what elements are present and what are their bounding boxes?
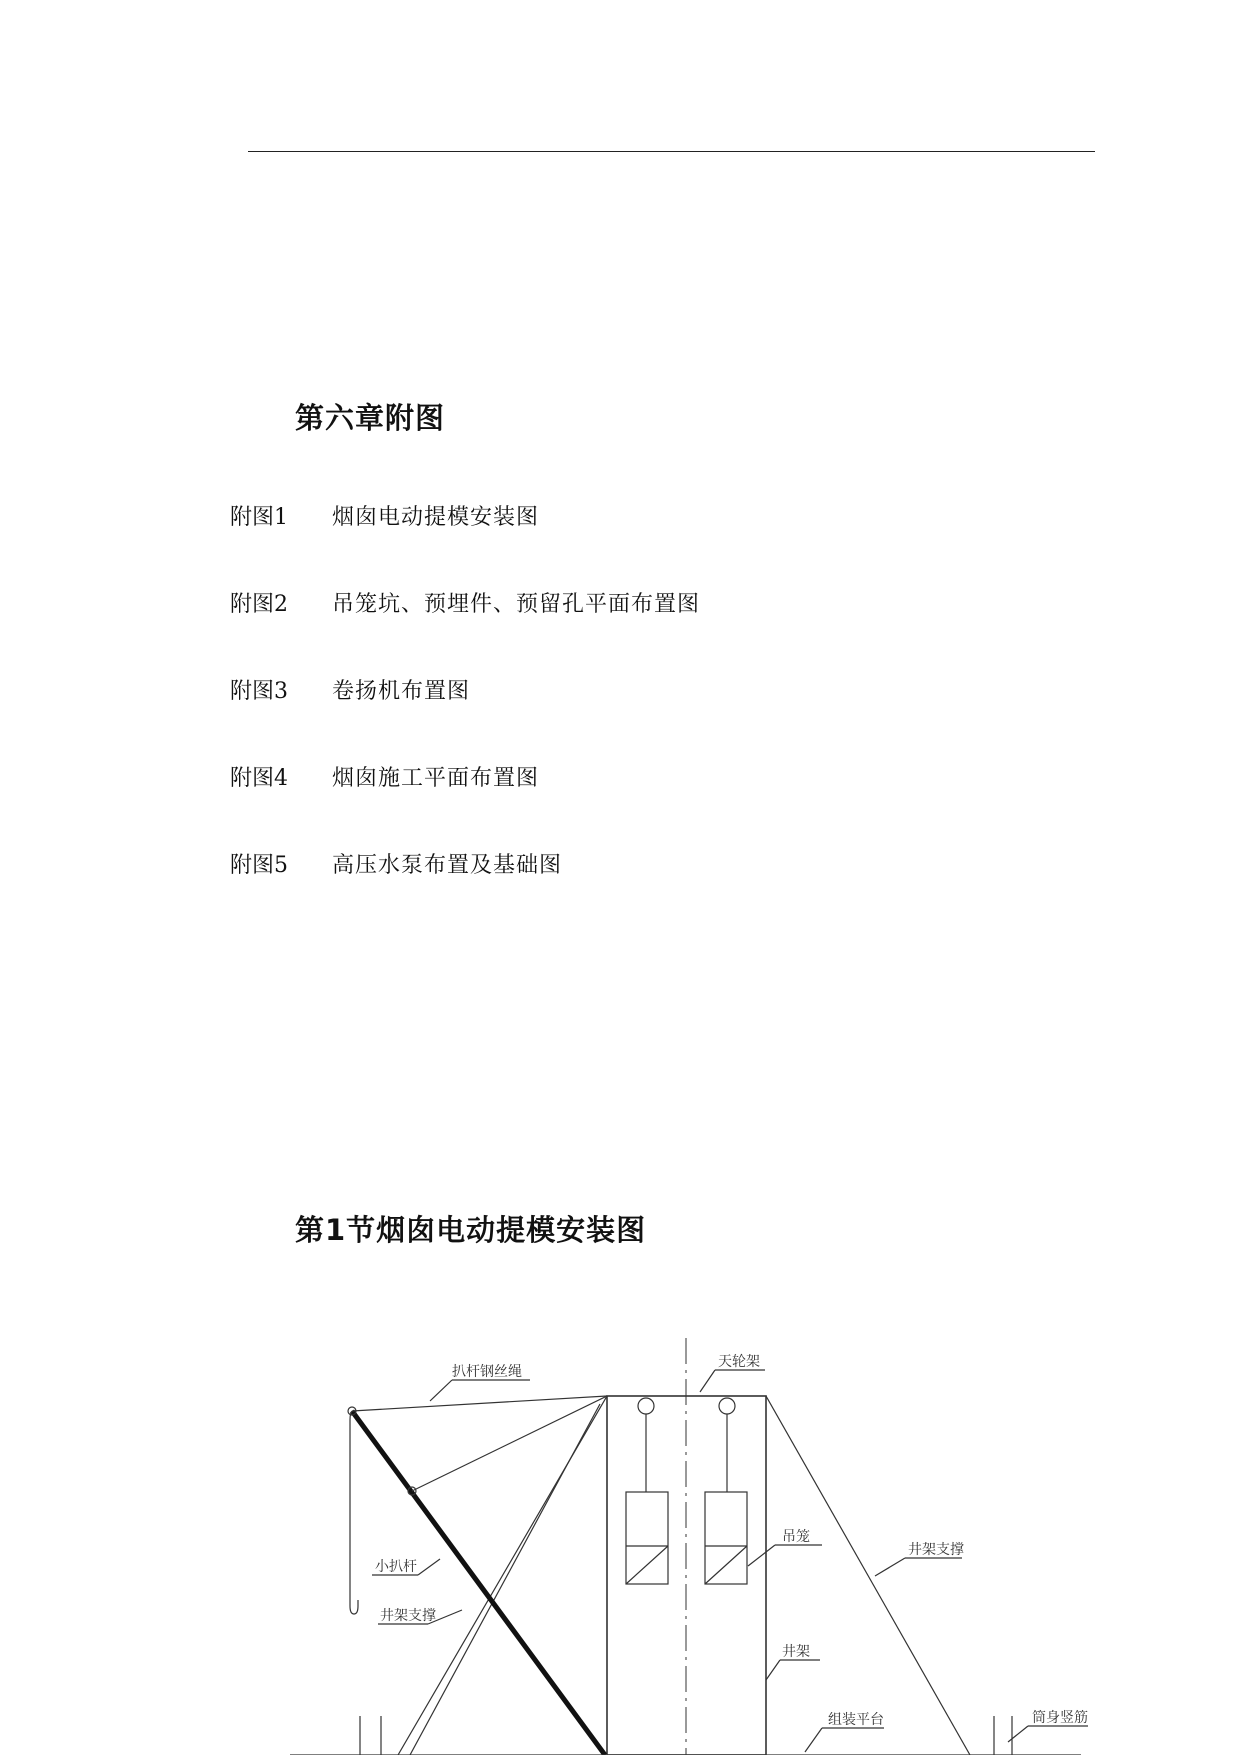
appendix-title: 烟囱电动提模安装图	[332, 505, 540, 530]
label-derrick: 井架	[782, 1644, 810, 1660]
header-rule	[248, 151, 1095, 152]
appendix-number: 附图4	[230, 766, 288, 791]
appendix-title: 吊笼坑、预埋件、预留孔平面布置图	[332, 592, 701, 617]
label-cage: 吊笼	[782, 1529, 810, 1545]
appendix-title: 卷扬机布置图	[332, 679, 471, 704]
label-derrick-brace-right: 井架支撑	[908, 1542, 964, 1558]
derrick-brace-right	[766, 1396, 970, 1755]
small-pole	[352, 1411, 605, 1755]
cage-left	[626, 1492, 668, 1584]
chapter-title: 第六章附图	[295, 401, 446, 435]
sheave-right	[719, 1398, 735, 1414]
label-small-pole: 小扒杆	[375, 1559, 417, 1575]
label-sheave-frame: 天轮架	[718, 1354, 760, 1370]
sheave-left	[638, 1398, 654, 1414]
label-vertical-rebar: 筒身竖筋	[1032, 1710, 1088, 1726]
cage-right	[705, 1492, 747, 1584]
appendix-title: 高压水泵布置及基础图	[332, 853, 563, 878]
chimney-lift-form-diagram	[0, 1320, 1241, 1755]
label-derrick-brace-left: 井架支撑	[380, 1608, 436, 1624]
label-pole-rope: 扒杆钢丝绳	[452, 1364, 522, 1380]
section-title: 第1节烟囱电动提模安装图	[295, 1213, 647, 1247]
derrick-brace-left-b	[410, 1404, 600, 1755]
pole-rope	[352, 1396, 607, 1411]
appendix-number: 附图1	[230, 505, 288, 530]
appendix-number: 附图2	[230, 592, 288, 617]
appendix-number: 附图3	[230, 679, 288, 704]
label-assembly-platform: 组装平台	[828, 1712, 884, 1728]
appendix-number: 附图5	[230, 853, 288, 878]
appendix-title: 烟囱施工平面布置图	[332, 766, 540, 791]
